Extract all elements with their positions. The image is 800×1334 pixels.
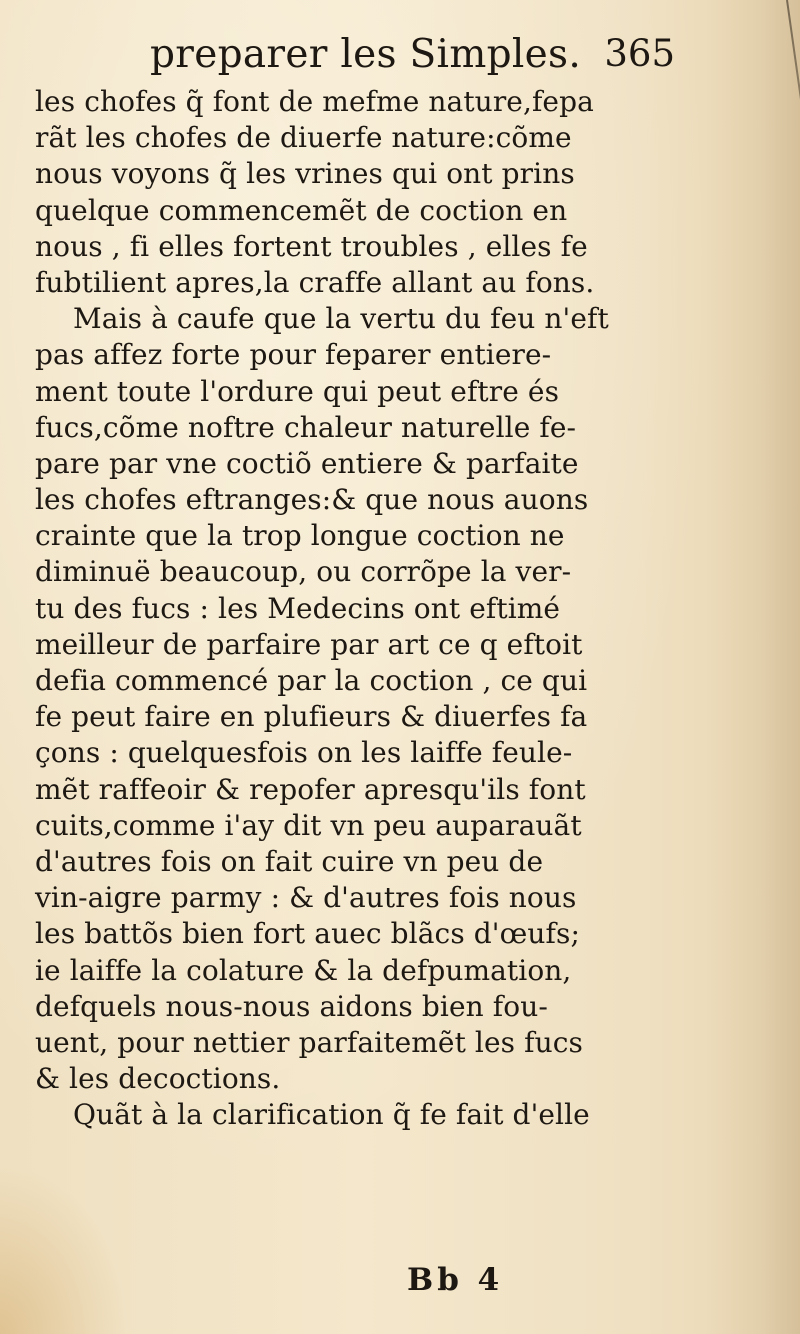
text-line: pare par vne coctiõ entiere & parfaite: [35, 446, 579, 480]
text-line: ment toute l'ordure qui peut eftre és: [35, 374, 560, 408]
text-line: les chofes eftranges:& que nous auons: [35, 483, 589, 517]
text-line: Quãt à la clarification q̃ fe fait d'elle: [73, 1098, 590, 1132]
text-line: fubtilient apres,la craffe allant au fons.: [35, 265, 595, 299]
text-line: tu des fucs : les Medecins ont eftimé: [35, 591, 561, 625]
text-line: nous , fi elles fortent troubles , elles fe: [35, 229, 588, 263]
text-line: mẽt raffeoir & repofer apresqu'ils font: [35, 772, 586, 806]
signature-mark: Bb 4: [407, 1262, 504, 1298]
text-line: Mais à caufe que la vertu du feu n'eft: [73, 302, 609, 336]
page-edge-shadow: [705, 0, 800, 1334]
text-line: fucs,cõme noftre chaleur naturelle fe-: [35, 410, 577, 444]
page-header: [150, 32, 675, 86]
text-line: nous voyons q̃ les vrines qui ont prins: [35, 157, 575, 191]
text-line: fe peut faire en plufieurs & diuerfes fa: [35, 700, 588, 734]
text-line: les battõs bien fort auec blãcs d'œufs;: [35, 917, 580, 951]
running-title: preparer les Simples.: [150, 32, 582, 77]
text-line: crainte que la trop longue coction ne: [35, 519, 565, 553]
text-line: rãt les chofes de diuerfe nature:cõme: [35, 121, 572, 155]
body-text: [35, 84, 635, 1133]
text-line: çons : quelquesfois on les laiffe feule-: [35, 736, 573, 770]
text-line: & les decoctions.: [35, 1062, 281, 1096]
paper-stain: [0, 1164, 130, 1334]
text-line: les chofes q̃ font de mefme nature,fepa: [35, 85, 594, 118]
text-line: d'autres fois on fait cuire vn peu de: [35, 844, 544, 878]
page-number: 365: [604, 32, 675, 75]
text-line: uent, pour nettier parfaitemẽt les fucs: [35, 1025, 583, 1059]
text-line: diminuë beaucoup, ou corrõpe la ver-: [35, 555, 572, 589]
text-line: meilleur de parfaire par art ce q eftoit: [35, 627, 583, 661]
text-line: pas affez forte pour feparer entiere-: [35, 338, 552, 372]
text-line: ie laiffe la colature & la defpumation,: [35, 953, 572, 987]
text-line: vin-aigre parmy : & d'autres fois nous: [35, 881, 577, 915]
text-line: quelque commencemẽt de coction en: [35, 193, 568, 227]
text-line: cuits,comme i'ay dit vn peu auparauãt: [35, 808, 582, 842]
text-line: defia commencé par la coction , ce qui: [35, 664, 588, 697]
text-line: defquels nous-nous aidons bien fou-: [35, 989, 548, 1023]
